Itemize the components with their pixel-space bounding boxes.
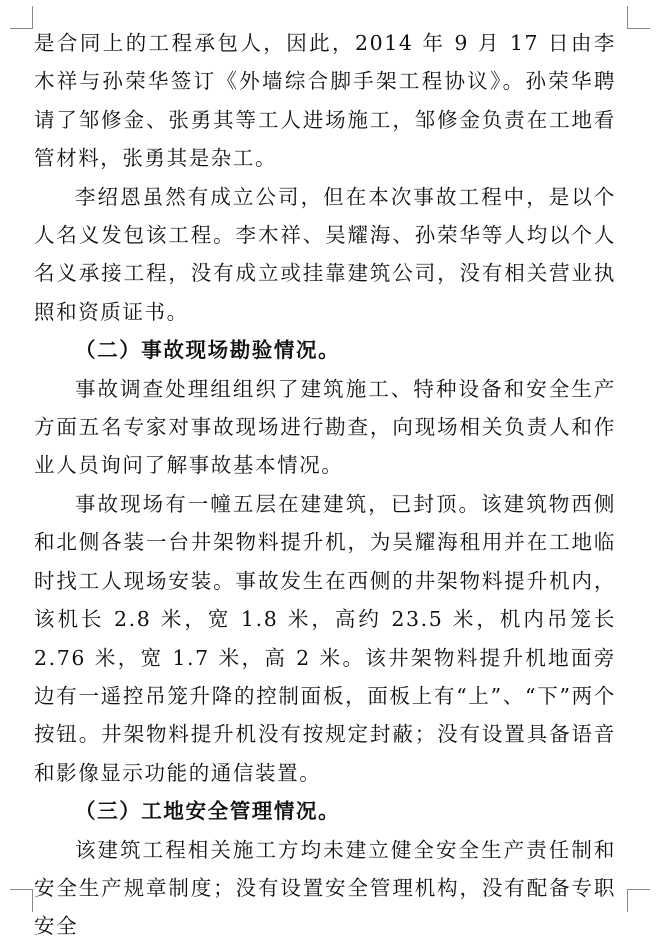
paragraph-site-description: 事故现场有一幢五层在建建筑，已封顶。该建筑物西侧和北侧各装一台井架物料提升机，为吴耀海租用并在工地临时找工人现场安装。事故发生在西侧的井架物料提升机内，该机长 2.8 米，宽 1.8 米，高约 23.5 米，机内吊笼长 2.76 米，宽 1.7 米，高 2 米。该井架物料提升机地面旁边有一遥控吊笼升降的控制面板，面板上有“上”、“下”两个按钮。井架物料提升机没有按规定封蔽；没有设置具备语音和影像显示功能的通信装置。: [34, 491, 616, 785]
section-heading-safety-management: （三）工地安全管理情况。: [75, 799, 341, 824]
paragraph-safety-management: 该建筑工程相关施工方均未建立健全安全生产责任制和安全生产规章制度；没有设置安全管理机构，没有配备专职安全: [34, 837, 616, 939]
section-heading-site-inspection: （二）事故现场勘验情况。: [75, 338, 341, 363]
crop-mark-bottom-right: [627, 889, 650, 912]
crop-mark-bottom-left: [10, 889, 33, 912]
document-body: [34, 24, 616, 946]
paragraph-contracting-parties: 李绍恩虽然有成立公司，但在本次事故工程中，是以个人名义发包该工程。李木祥、吴耀海、孙荣华等人均以个人名义承接工程，没有成立或挂靠建筑公司，没有相关营业执照和资质证书。: [34, 184, 616, 324]
crop-mark-top-left: [10, 6, 33, 29]
crop-mark-top-right: [627, 6, 650, 29]
paragraph-expert-inspection: 事故调查处理组组织了建筑施工、特种设备和安全生产方面五名专家对事故现场进行勘查，向现场相关负责人和作业人员询问了解事故基本情况。: [34, 376, 616, 478]
paragraph-contractor-continued: 是合同上的工程承包人，因此，2014 年 9 月 17 日由李木祥与孙荣华签订《外墙综合脚手架工程协议》。孙荣华聘请了邹修金、张勇其等工人进场施工，邹修金负责在工地看管材料，张勇其是杂工。: [34, 31, 616, 171]
